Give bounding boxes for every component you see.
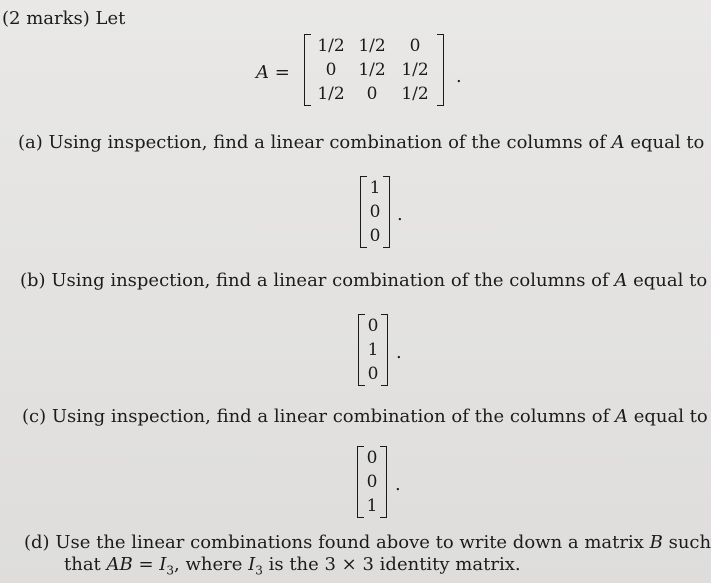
part-d-line-2 bbox=[64, 554, 521, 582]
vector-c bbox=[365, 446, 379, 518]
part-a-text: Using inspection, find a linear combination of the columns of bbox=[48, 132, 612, 153]
part-d-line-1 bbox=[24, 532, 711, 554]
part-d-text-after: such bbox=[662, 532, 711, 553]
part-d-that: that bbox=[64, 554, 107, 575]
matrix-a-cell: 1/2 bbox=[358, 60, 386, 80]
matrix-a-lhs bbox=[256, 62, 290, 84]
part-c-label: (c) bbox=[22, 406, 47, 427]
matrix-a-cell: 1/2 bbox=[317, 36, 345, 56]
vector-b-right-bracket bbox=[381, 314, 388, 386]
matrix-a-cell: 1/2 bbox=[401, 84, 429, 104]
part-c-text: Using inspection, find a linear combination of the columns of bbox=[51, 406, 615, 427]
part-d-equation-sub: 3 bbox=[166, 563, 175, 578]
vector-b-left-bracket bbox=[358, 314, 365, 386]
part-d-equation: AB = I bbox=[106, 554, 167, 575]
part-c-text-after: equal to bbox=[627, 406, 708, 427]
matrix-a-cell: 0 bbox=[366, 84, 378, 104]
part-c-prompt bbox=[22, 406, 708, 428]
vector-c-entry: 0 bbox=[366, 448, 378, 468]
vector-a-entry: 0 bbox=[369, 202, 381, 222]
part-a-var: A bbox=[611, 132, 625, 153]
vector-a-left-bracket bbox=[360, 176, 367, 248]
vector-c-right-bracket bbox=[380, 446, 387, 518]
part-a-label: (a) bbox=[18, 132, 43, 153]
vector-b-period: . bbox=[396, 342, 402, 363]
matrix-a-cell: 1/2 bbox=[317, 84, 345, 104]
vector-b-entry: 0 bbox=[367, 364, 379, 384]
matrix-a-equals: = bbox=[274, 62, 290, 83]
part-a-text-after: equal to bbox=[624, 132, 705, 153]
part-d-text: Use the linear combinations found above to write down a matrix bbox=[55, 532, 650, 553]
vector-c-entry: 0 bbox=[366, 472, 378, 492]
part-b-var: A bbox=[614, 270, 628, 291]
matrix-a-cell: 0 bbox=[409, 36, 421, 56]
part-b-text: Using inspection, find a linear combination of the columns of bbox=[51, 270, 615, 291]
vector-c-left-bracket bbox=[357, 446, 364, 518]
vector-a-right-bracket bbox=[383, 176, 390, 248]
vector-c-period: . bbox=[395, 474, 401, 495]
part-a-prompt bbox=[18, 132, 704, 154]
matrix-a-cell: 1/2 bbox=[358, 36, 386, 56]
matrix-a-right-bracket bbox=[437, 34, 444, 106]
vector-c-entry: 1 bbox=[366, 496, 378, 516]
vector-a-entry: 1 bbox=[369, 178, 381, 198]
vector-b bbox=[366, 314, 380, 386]
part-d-var-b: B bbox=[649, 532, 663, 553]
vector-a-period: . bbox=[397, 204, 403, 225]
part-d-label: (d) bbox=[24, 532, 50, 553]
part-d-rest: is the 3 × 3 identity matrix. bbox=[262, 554, 521, 575]
matrix-a-label: A bbox=[256, 62, 269, 83]
part-d-where: , where bbox=[174, 554, 249, 575]
matrix-a-left-bracket bbox=[304, 34, 311, 106]
vector-a-entry: 0 bbox=[369, 226, 381, 246]
matrix-a-cell: 1/2 bbox=[401, 60, 429, 80]
part-c-var: A bbox=[614, 406, 628, 427]
part-b-label: (b) bbox=[20, 270, 46, 291]
vector-b-entry: 1 bbox=[367, 340, 379, 360]
question-header: (2 marks) Let bbox=[2, 8, 126, 29]
matrix-a bbox=[312, 34, 436, 106]
vector-a bbox=[368, 176, 382, 248]
part-b-text-after: equal to bbox=[627, 270, 708, 291]
part-d-identity-var: I bbox=[248, 554, 256, 575]
matrix-a-cell: 0 bbox=[325, 60, 337, 80]
part-d-identity-sub: 3 bbox=[255, 563, 263, 578]
vector-b-entry: 0 bbox=[367, 316, 379, 336]
matrix-a-period: . bbox=[456, 66, 462, 87]
part-b-prompt bbox=[20, 270, 707, 292]
